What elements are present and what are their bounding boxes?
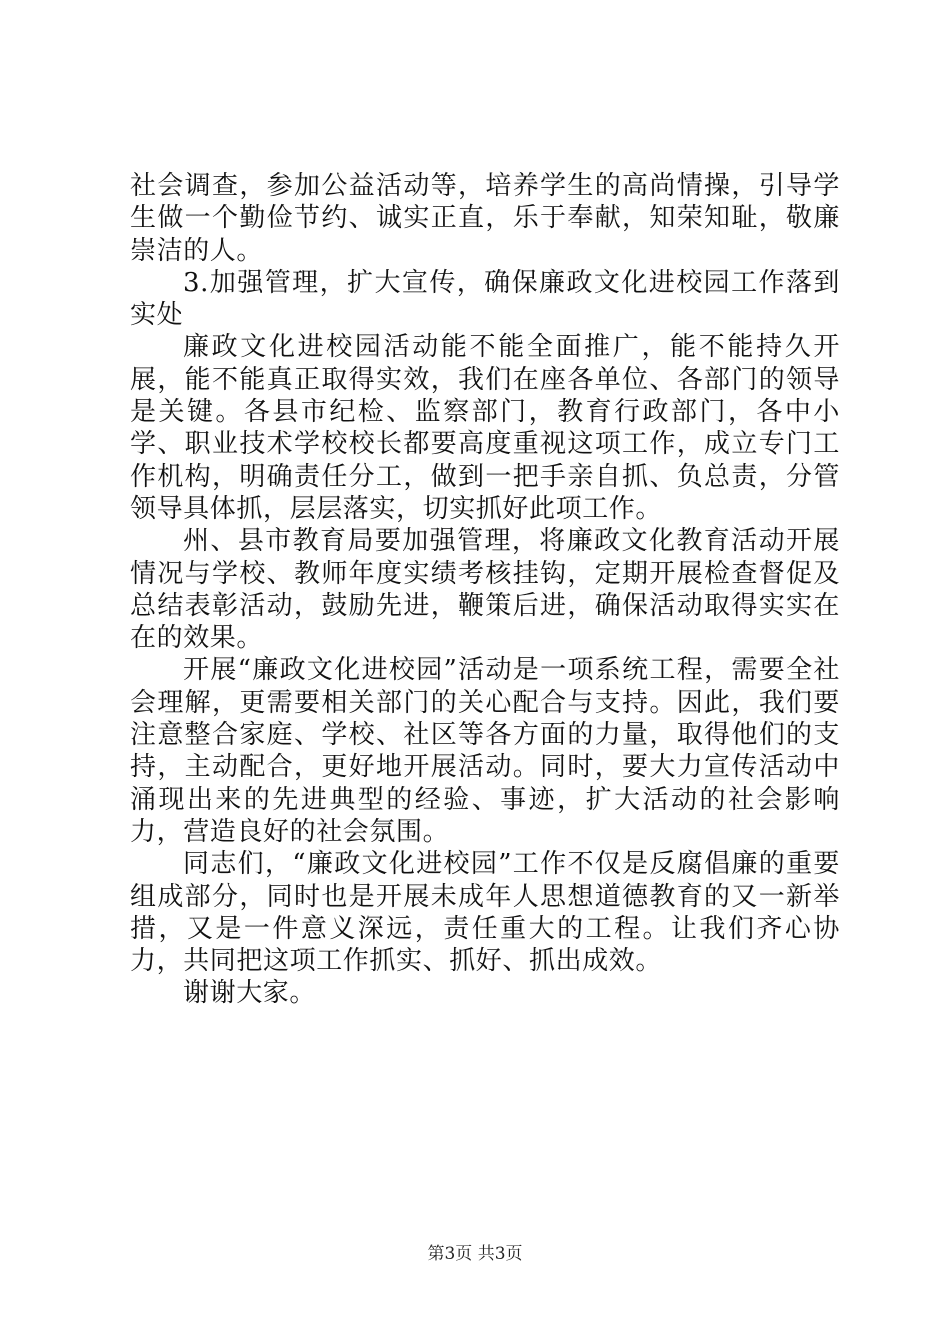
paragraph-continuation: 社会调查，参加公益活动等，培养学生的高尚情操，引导学生做一个勤俭节约、诚实正直，乐于奉献，知荣知耻，敬廉崇洁的人。 [130, 171, 840, 266]
closing-paragraph: 谢谢大家。 [183, 978, 317, 1009]
paragraph: 同志们，“廉政文化进校园”工作不仅是反腐倡廉的重要组成部分，同时也是开展未成年人思想道德教育的又一新举措，又是一件意义深远，责任重大的工程。让我们齐心协力，共同把这项工作抓实、抓好、抓出成效。 [130, 849, 840, 977]
page-number-footer: 第3页 共3页 [427, 1244, 523, 1264]
paragraph: 州、县市教育局要加强管理，将廉政文化教育活动开展情况与学校、教师年度实绩考核挂钩，定期开展检查督促及总结表彰活动，鼓励先进，鞭策后进，确保活动取得实实在在的效果。 [130, 526, 840, 654]
document-body [130, 170, 840, 1010]
paragraph: 开展“廉政文化进校园”活动是一项系统工程，需要全社会理解，更需要相关部门的关心配合与支持。因此，我们要注意整合家庭、学校、社区等各方面的力量，取得他们的支持，主动配合，更好地开展活动。同时，要大力宣传活动中涌现出来的先进典型的经验、事迹，扩大活动的社会影响力，营造良好的社会氛围。 [130, 655, 840, 847]
paragraph: 廉政文化进校园活动能不能全面推广，能不能持久开展，能不能真正取得实效，我们在座各单位、各部门的领导是关键。各县市纪检、监察部门，教育行政部门，各中小学、职业技术学校校长都要高度重视这项工作，成立专门工作机构，明确责任分工，做到一把手亲自抓、负总责，分管领导具体抓，层层落实，切实抓好此项工作。 [130, 332, 840, 524]
section-heading: 3.加强管理，扩大宣传，确保廉政文化进校园工作落到实处 [130, 267, 840, 331]
